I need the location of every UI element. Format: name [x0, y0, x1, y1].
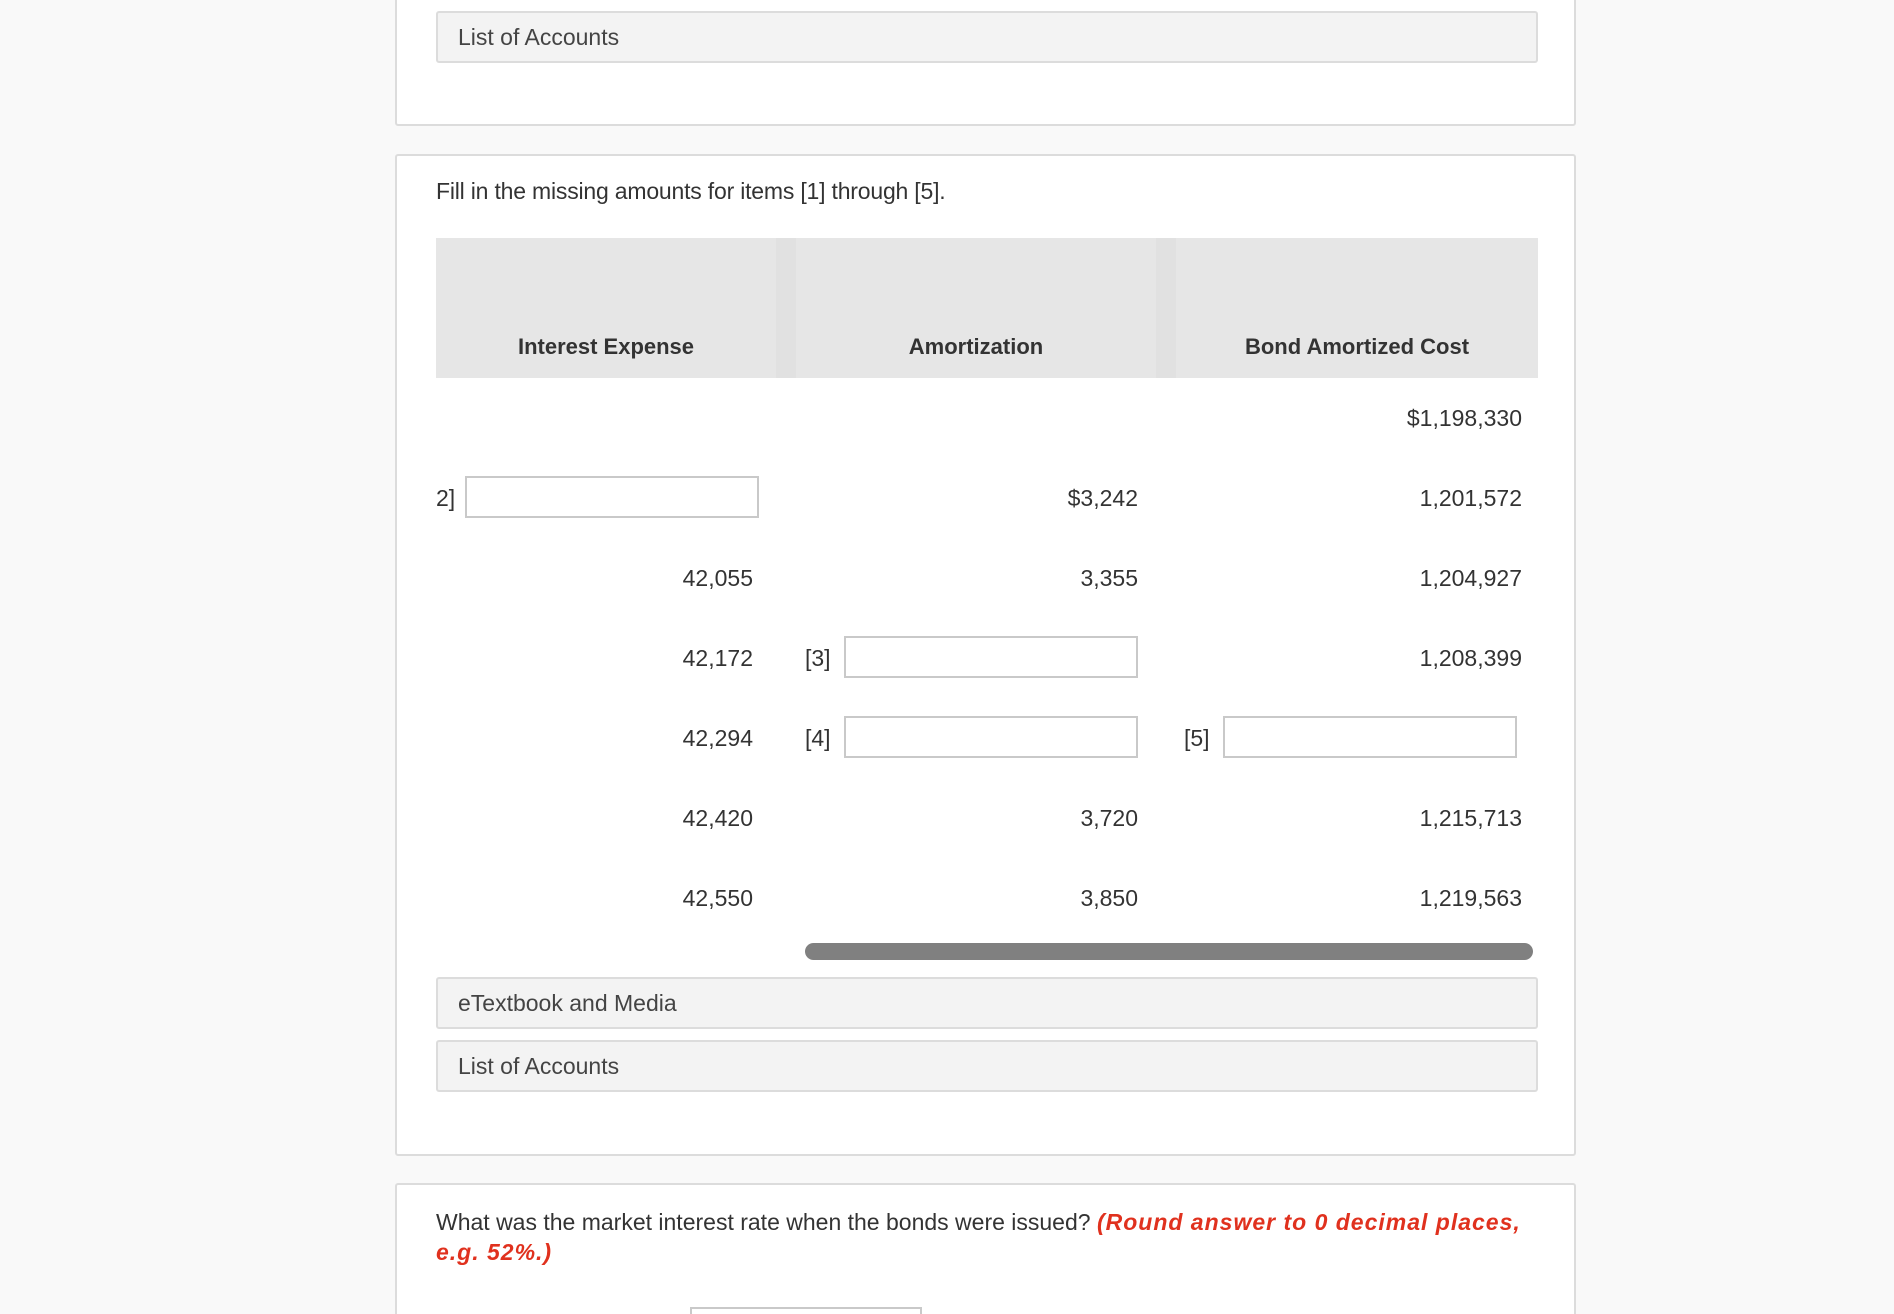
list-of-accounts-link-top[interactable]: List of Accounts	[436, 11, 1538, 63]
amortization-value: $3,242	[1067, 485, 1138, 511]
interest-expense-input-2[interactable]	[465, 476, 759, 518]
etextbook-and-media-link[interactable]: eTextbook and Media	[436, 977, 1538, 1029]
amortization-value: 3,720	[1080, 805, 1138, 831]
question-prompt: What was the market interest rate when the bonds were issued?	[436, 1209, 1091, 1235]
header-separator	[776, 238, 796, 378]
amortization-input-4[interactable]	[844, 716, 1138, 758]
amortization-value: 3,850	[1080, 885, 1138, 911]
interest-value: 42,055	[682, 565, 753, 591]
item-2-label: 2]	[436, 485, 456, 511]
rounding-hint: (Round answer to 0 decimal places, e.g. 52%.)	[436, 1209, 1521, 1265]
instruction-text: Fill in the missing amounts for items [1] through [5].	[436, 178, 946, 204]
list-of-accounts-link[interactable]: List of Accounts	[436, 1040, 1538, 1092]
cost-value: 1,201,572	[1419, 485, 1522, 511]
cost-value: 1,215,713	[1419, 805, 1522, 831]
header-bond-amortized-cost: Bond Amortized Cost	[1176, 238, 1538, 378]
question-text	[436, 1207, 1546, 1267]
header-interest-expense: Interest Expense	[436, 238, 776, 378]
cost-value: 1,208,399	[1419, 645, 1522, 671]
header-amortization: Amortization	[796, 238, 1156, 378]
amortization-value: 3,355	[1080, 565, 1138, 591]
cost-value: $1,198,330	[1406, 405, 1522, 431]
question-card	[395, 1183, 1576, 1314]
interest-value: 42,420	[682, 805, 753, 831]
top-card	[395, 0, 1576, 126]
header-separator	[1156, 238, 1176, 378]
horizontal-scrollbar[interactable]	[805, 943, 1533, 960]
cost-value: 1,219,563	[1419, 885, 1522, 911]
interest-value: 42,172	[682, 645, 753, 671]
item-5-label: [5]	[1184, 725, 1210, 751]
interest-value: 42,294	[682, 725, 753, 751]
cost-value: 1,204,927	[1419, 565, 1522, 591]
market-rate-input[interactable]	[690, 1307, 922, 1314]
bond-cost-input-5[interactable]	[1223, 716, 1517, 758]
item-4-label: [4]	[805, 725, 831, 751]
table-card	[395, 154, 1576, 1156]
interest-value: 42,550	[682, 885, 753, 911]
item-3-label: [3]	[805, 645, 831, 671]
amortization-input-3[interactable]	[844, 636, 1138, 678]
